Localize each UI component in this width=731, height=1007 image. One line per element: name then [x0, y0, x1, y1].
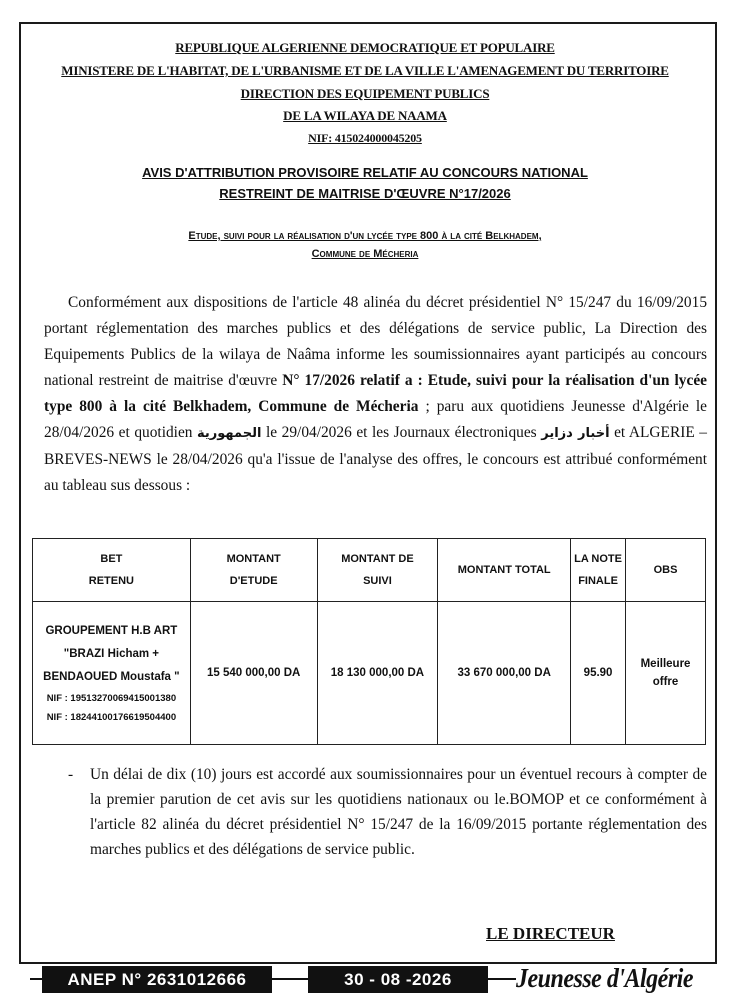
- nif-2: NIF : 182441001766195044​00: [46, 711, 177, 723]
- col-suivi: MONTANT DE SUIVI: [317, 539, 438, 602]
- main-paragraph: [44, 290, 707, 499]
- cell-suivi: 18 130 000,00 DA: [317, 602, 438, 745]
- para-text-5: le 29/04/2026 et les Journaux électroniques: [261, 424, 542, 441]
- subject-line2: Commune de Mécheria: [311, 248, 419, 260]
- notice-title: AVIS D'ATTRIBUTION PROVISOIRE RELATIF AU CONCOURS NATIONAL: [142, 165, 588, 180]
- header-nif: NIF: 415024000045205: [308, 131, 422, 145]
- table-header-row: [33, 539, 706, 602]
- footer: [30, 964, 710, 996]
- arabic-newspaper: الجمهورية: [197, 426, 262, 441]
- header-ministry: MINISTERE DE L'HABITAT, DE L'URBANISME ET DE LA VILLE L'AMENAGEMENT DU TERRITOIRE: [61, 63, 669, 78]
- header-wilaya: DE LA WILAYA DE NAAMA: [283, 108, 447, 123]
- nif-1: NIF : 195132700694150013​80: [46, 692, 177, 704]
- footer-rule-left: [30, 978, 42, 980]
- cell-bet: GROUPEMENT H.B ART "BRAZI Hicham + BENDAOUED Moustafa " NIF : 195132700694150013​80 NIF : 182441001766195044​00: [33, 602, 191, 745]
- arabic-website: أخبار دزاير: [541, 426, 610, 441]
- para-object: Etude, suivi pour la réalisation d'un lycée type 800 à la cité Belkhadem, Commune de Mécheria: [44, 372, 707, 415]
- journal-logo: Jeunesse d'Algérie: [516, 964, 693, 994]
- para-ref-concours: N° 17/2026: [282, 372, 355, 389]
- cell-note: 95.90: [571, 602, 626, 745]
- signature: LE DIRECTEUR: [486, 924, 615, 943]
- header-republic: REPUBLIQUE ALGERIENNE DEMOCRATIQUE ET POPULAIRE: [175, 40, 555, 55]
- header-direction: DIRECTION DES EQUIPEMENT PUBLICS: [240, 86, 490, 101]
- note-dash: -: [68, 766, 74, 783]
- col-obs: OBS: [626, 539, 706, 602]
- col-bet: BET RETENU: [33, 539, 191, 602]
- para-ref-decree: N° 15/247: [545, 294, 612, 311]
- cell-total: 33 670 000,00 DA: [438, 602, 571, 745]
- cell-etude: 15 540 000,00 DA: [190, 602, 317, 745]
- results-table: [32, 538, 706, 745]
- col-note: LA NOTE FINALE: [571, 539, 626, 602]
- col-etude: MONTANT D'ETUDE: [190, 539, 317, 602]
- footer-rule-mid: [272, 978, 308, 980]
- recourse-note: [70, 762, 707, 862]
- para-text-6: et ALGERIE –BREVES-NEWS le 28/04/2026 qu'a l'issue de l'analyse des offres, le concours est attribué conformément au tableau sus dessous :: [44, 424, 707, 494]
- notice-title-line2: RESTREINT DE MAITRISE D'ŒUVRE N°17/2026: [219, 186, 511, 201]
- publication-date: 30 - 08 -2026: [308, 966, 488, 993]
- footer-rule-right: [488, 978, 516, 980]
- anep-number: ANEP N° 2631012666: [42, 966, 272, 993]
- para-text-3: relatif a :: [354, 372, 428, 389]
- note-text: Un délai de dix (10) jours est accordé aux soumissionnaires pour un éventuel recours à compter de la premier parution de cet avis sur les quotidiens nationaux ou le.BOMOP et ce conformément à l'article 82 alinéa du décret présidentiel N° 15/247 de la 16/09/2015 portante réglementation des marches publics et des délégations de service public.: [90, 766, 707, 858]
- col-total: MONTANT TOTAL: [438, 539, 571, 602]
- para-text-1: Conformément aux dispositions de l'article 48 alinéa du décret présidentiel: [68, 294, 546, 311]
- subject-line1: Etude, suivi pour la réalisation d'un lycée type 800 à la cité Belkhadem,: [188, 230, 542, 242]
- table-row: [33, 602, 706, 745]
- cell-obs: Meilleure offre: [626, 602, 706, 745]
- para-text-2: du 16/09/2015 portant réglementation des marches publics et des délégations de service public, La Direction des Equipements Publics de la wilaya de Naâma informe les soumissionnaires ayant participés au concours national restreint de maitrise d'œuvre: [44, 294, 708, 389]
- para-text-4: ; paru aux quotidiens Jeunesse d'Algérie le 28/04/2026 et quotidien: [44, 398, 707, 441]
